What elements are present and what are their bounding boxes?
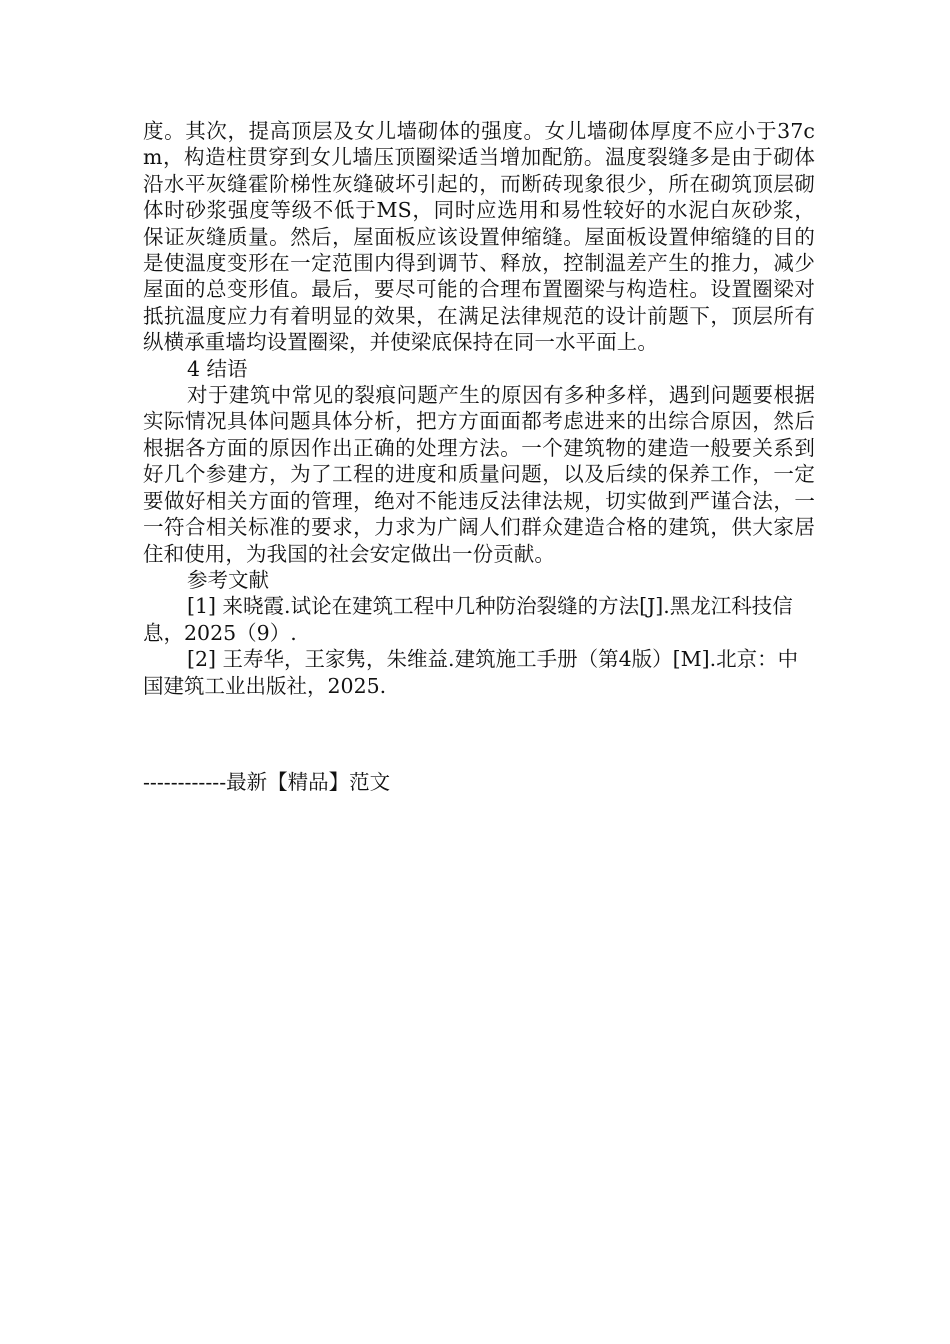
document-page <box>143 118 815 699</box>
references-heading: 参考文献 <box>187 567 269 592</box>
section-heading-conclusion: 4 结语 <box>187 356 248 381</box>
reference-item-1: [1] 来晓霞.试论在建筑工程中几种防治裂缝的方法[J].黑龙江科技信息，2025（9）. <box>143 594 793 645</box>
conclusion-paragraph: 对于建筑中常见的裂痕问题产生的原因有多种多样，遇到问题要根据实际情况具体问题具体分析，把方方面面都考虑进来的出综合原因，然后根据各方面的原因作出正确的处理方法。一个建筑物的建造一般要关系到好几个参建方，为了工程的进度和质量问题，以及后续的保养工作，一定要做好相关方面的管理，绝对不能违反法律法规，切实做到严谨合法，一一符合相关标准的要求，力求为广阔人们群众建造合格的建筑，供大家居住和使用，为我国的社会安定做出一份贡献。 <box>143 383 815 566</box>
footer-banner: ------------最新【精品】范文 <box>143 770 391 794</box>
body-paragraph-continued: 度。其次，提高顶层及女儿墙砌体的强度。女儿墙砌体厚度不应小于37cm，构造柱贯穿到女儿墙压顶圈梁适当增加配筋。温度裂缝多是由于砌体沿水平灰缝霍阶梯性灰缝破坏引起的，而断砖现象很少，所在砌筑顶层砌体时砂浆强度等级不低于MS，同时应选用和易性较好的水泥白灰砂浆，保证灰缝质量。然后，屋面板应该设置伸缩缝。屋面板设置伸缩缝的目的是使温度变形在一定范围内得到调节、释放，控制温差产生的推力，减少屋面的总变形值。最后，要尽可能的合理布置圈梁与构造柱。设置圈梁对抵抗温度应力有着明显的效果，在满足法律规范的设计前题下，顶层所有纵横承重墙均设置圈梁，并使梁底保持在同一水平面上。 <box>143 119 815 355</box>
reference-item-2: [2] 王寿华，王家隽，朱维益.建筑施工手册（第4版）[M].北京：中国建筑工业出版社，2025. <box>143 647 799 698</box>
